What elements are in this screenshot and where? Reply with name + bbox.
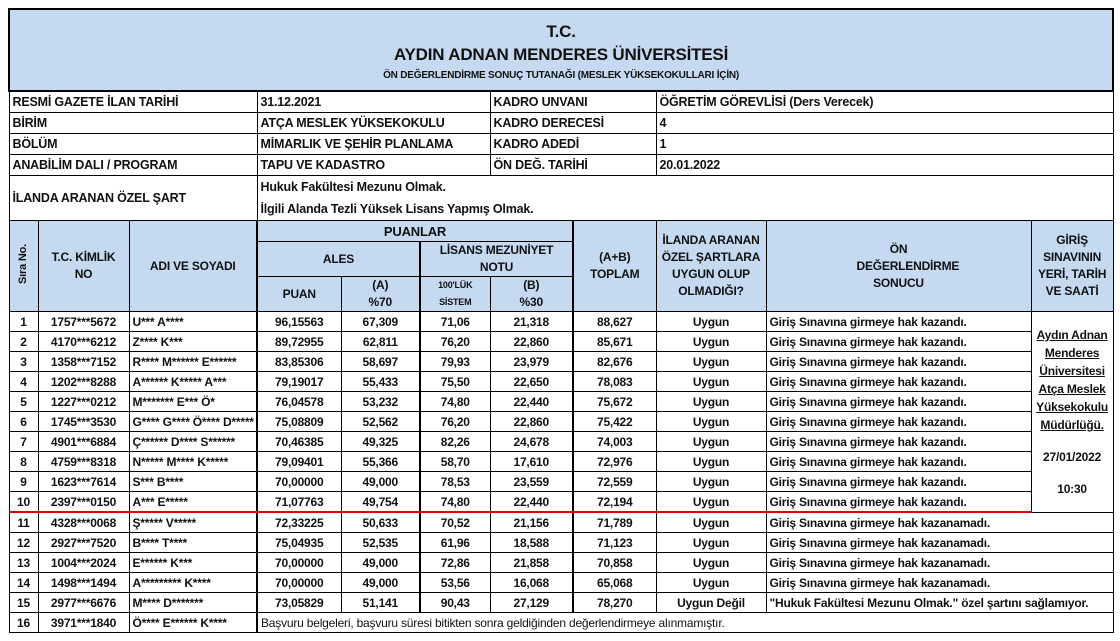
bolum-label: BÖLÜM — [9, 134, 257, 155]
col-b30: (B) %30 — [490, 277, 573, 312]
row-number: 11 — [9, 512, 38, 533]
exam-place-line: Müdürlüğü. — [1040, 417, 1104, 432]
sonuc: Giriş Sınavına girmeye hak kazandı. — [766, 472, 1031, 492]
ales-a70: 49,325 — [341, 432, 420, 452]
table-row — [9, 492, 1113, 513]
tc-kimlik-no: 4328***0068 — [38, 512, 129, 533]
uygunluk: Uygun — [656, 352, 766, 372]
lisans-puan: 70,52 — [420, 512, 490, 533]
toplam: 78,270 — [573, 593, 656, 613]
title-subtitle: ÖN DEĞERLENDİRME SONUÇ TUTANAĞI (MESLEK YÜKSEKOKULLARI İÇİN) — [383, 70, 740, 81]
sart-value — [257, 176, 1113, 221]
row-number: 14 — [9, 573, 38, 593]
sonuc: Giriş Sınavına girmeye hak kazandı. — [766, 312, 1031, 332]
adet-label: KADRO ADEDİ — [490, 134, 656, 155]
ales-puan: 79,09401 — [257, 452, 341, 472]
evaluation-table — [8, 8, 1114, 633]
tc-kimlik-no: 2397***0150 — [38, 492, 129, 513]
table-row — [9, 312, 1113, 332]
lisans-b30: 21,318 — [490, 312, 573, 332]
tc-kimlik-no: 2977***6676 — [38, 593, 129, 613]
full-name: N***** M**** K***** — [129, 452, 257, 472]
row-number: 3 — [9, 352, 38, 372]
tc-kimlik-no: 1202***8288 — [38, 372, 129, 392]
unvan-value: ÖĞRETİM GÖREVLİSİ (Ders Verecek) — [656, 91, 1113, 113]
col-puan: PUAN — [257, 277, 341, 312]
toplam: 72,194 — [573, 492, 656, 513]
toplam: 72,976 — [573, 452, 656, 472]
birim-value: ATÇA MESLEK YÜKSEKOKULU — [257, 113, 490, 134]
full-name: B**** T**** — [129, 533, 257, 553]
ales-a70: 62,811 — [341, 332, 420, 352]
tc-kimlik-no: 1745***3530 — [38, 412, 129, 432]
toplam: 88,627 — [573, 312, 656, 332]
full-name: S*** B**** — [129, 472, 257, 492]
tc-kimlik-no: 1227***0212 — [38, 392, 129, 412]
ales-puan: 70,46385 — [257, 432, 341, 452]
sart-1: Hukuk Fakültesi Mezunu Olmak. — [260, 180, 446, 194]
full-name: G**** G**** Ö**** D***** — [129, 412, 257, 432]
lisans-puan: 74,80 — [420, 392, 490, 412]
ales-a70: 53,232 — [341, 392, 420, 412]
uygunluk: Uygun — [656, 312, 766, 332]
toplam: 71,789 — [573, 512, 656, 533]
ales-puan: 70,00000 — [257, 472, 341, 492]
col-sira: Sıra No. — [9, 221, 38, 312]
lisans-puan: 71,06 — [420, 312, 490, 332]
col-lisans: LİSANS MEZUNİYET NOTU — [420, 242, 573, 277]
exam-place-line: Üniversitesi — [1039, 363, 1105, 378]
toplam: 78,083 — [573, 372, 656, 392]
full-name: U*** A**** — [129, 312, 257, 332]
full-name: A****** K***** A*** — [129, 372, 257, 392]
ales-puan: 89,72955 — [257, 332, 341, 352]
unvan-label: KADRO UNVANI — [490, 91, 656, 113]
uygunluk: Uygun — [656, 432, 766, 452]
uygunluk: Uygun — [656, 452, 766, 472]
lisans-b30: 18,588 — [490, 533, 573, 553]
tc-kimlik-no: 1498***1494 — [38, 573, 129, 593]
uygunluk: Uygun — [656, 512, 766, 533]
exam-place — [1035, 416, 1110, 434]
sonuc: "Hukuk Fakültesi Mezunu Olmak." özel şartını sağlamıyor. — [766, 593, 1113, 613]
lisans-puan: 74,80 — [420, 492, 490, 513]
exam-place — [1035, 326, 1110, 344]
ales-puan: 76,04578 — [257, 392, 341, 412]
row-number: 4 — [9, 372, 38, 392]
gazete-value: 31.12.2021 — [257, 91, 490, 113]
lisans-puan: 79,93 — [420, 352, 490, 372]
row-number: 13 — [9, 553, 38, 573]
table-row — [9, 412, 1113, 432]
sonuc: Giriş Sınavına girmeye hak kazandı. — [766, 492, 1031, 513]
toplam: 82,676 — [573, 352, 656, 372]
toplam: 75,672 — [573, 392, 656, 412]
ales-puan: 79,19017 — [257, 372, 341, 392]
sonuc: Giriş Sınavına girmeye hak kazanamadı. — [766, 573, 1113, 593]
lisans-b30: 27,129 — [490, 593, 573, 613]
lisans-b30: 22,440 — [490, 392, 573, 412]
col-ales: ALES — [257, 242, 420, 277]
row-note: Başvuru belgeleri, başvuru süresi bitikten sonra geldiğinden değerlendirmeye alınmamıştır. — [257, 613, 1113, 633]
sonuc: Giriş Sınavına girmeye hak kazanamadı. — [766, 533, 1113, 553]
ales-a70: 49,000 — [341, 472, 420, 492]
toplam: 70,858 — [573, 553, 656, 573]
ales-a70: 52,535 — [341, 533, 420, 553]
ales-puan: 70,00000 — [257, 553, 341, 573]
exam-place-line: Atça Meslek — [1038, 381, 1106, 396]
exam-place — [1035, 380, 1110, 398]
row-number: 8 — [9, 452, 38, 472]
full-name: A*** E***** — [129, 492, 257, 513]
exam-place-line: Menderes — [1044, 345, 1100, 360]
toplam: 65,068 — [573, 573, 656, 593]
exam-info — [1031, 312, 1113, 513]
tc-kimlik-no: 2927***7520 — [38, 533, 129, 553]
derece-value: 4 — [656, 113, 1113, 134]
exam-place — [1035, 344, 1110, 362]
lisans-b30: 22,860 — [490, 332, 573, 352]
uygunluk: Uygun — [656, 372, 766, 392]
row-number: 5 — [9, 392, 38, 412]
tc-kimlik-no: 4170***6212 — [38, 332, 129, 352]
uygunluk: Uygun Değil — [656, 593, 766, 613]
row-number: 16 — [9, 613, 38, 633]
table-row — [9, 372, 1113, 392]
table-row — [9, 452, 1113, 472]
col-uygun: İLANDA ARANAN ÖZEL ŞARTLARA UYGUN OLUP OLMADIĞI? — [656, 221, 766, 312]
row-number: 10 — [9, 492, 38, 513]
row-number: 7 — [9, 432, 38, 452]
title-tc: T.C. — [546, 22, 576, 41]
lisans-puan: 72,86 — [420, 553, 490, 573]
table-row — [9, 472, 1113, 492]
tc-kimlik-no: 1004***2024 — [38, 553, 129, 573]
ales-puan: 75,08809 — [257, 412, 341, 432]
exam-place — [1035, 398, 1110, 416]
bolum-value: MİMARLIK VE ŞEHİR PLANLAMA — [257, 134, 490, 155]
col-a70: (A) %70 — [341, 277, 420, 312]
sonuc: Giriş Sınavına girmeye hak kazandı. — [766, 372, 1031, 392]
col-sonuc: ÖN DEĞERLENDİRME SONUCU — [766, 221, 1031, 312]
lisans-puan: 61,96 — [420, 533, 490, 553]
sonuc: Giriş Sınavına girmeye hak kazandı. — [766, 352, 1031, 372]
lisans-b30: 21,858 — [490, 553, 573, 573]
toplam: 85,671 — [573, 332, 656, 352]
lisans-puan: 82,26 — [420, 432, 490, 452]
sonuc: Giriş Sınavına girmeye hak kazandı. — [766, 412, 1031, 432]
tc-kimlik-no: 3971***1840 — [38, 613, 129, 633]
tc-kimlik-no: 1757***5672 — [38, 312, 129, 332]
sonuc: Giriş Sınavına girmeye hak kazanamadı. — [766, 512, 1113, 533]
table-row — [9, 512, 1113, 533]
ales-a70: 49,000 — [341, 553, 420, 573]
toplam: 74,003 — [573, 432, 656, 452]
tc-kimlik-no: 1623***7614 — [38, 472, 129, 492]
full-name: R**** M****** E****** — [129, 352, 257, 372]
full-name: A********* K**** — [129, 573, 257, 593]
tc-kimlik-no: 1358***7152 — [38, 352, 129, 372]
ales-a70: 52,562 — [341, 412, 420, 432]
ales-puan: 72,33225 — [257, 512, 341, 533]
full-name: Z**** K*** — [129, 332, 257, 352]
table-row — [9, 593, 1113, 613]
ales-puan: 71,07763 — [257, 492, 341, 513]
adet-value: 1 — [656, 134, 1113, 155]
uygunluk: Uygun — [656, 392, 766, 412]
derece-label: KADRO DERECESİ — [490, 113, 656, 134]
ondeg-label: ÖN DEĞ. TARİHİ — [490, 155, 656, 176]
ales-a70: 49,000 — [341, 573, 420, 593]
lisans-puan: 58,70 — [420, 452, 490, 472]
toplam: 72,559 — [573, 472, 656, 492]
sonuc: Giriş Sınavına girmeye hak kazandı. — [766, 332, 1031, 352]
ales-a70: 58,697 — [341, 352, 420, 372]
table-row — [9, 613, 1113, 633]
lisans-b30: 23,559 — [490, 472, 573, 492]
ales-a70: 55,366 — [341, 452, 420, 472]
row-number: 9 — [9, 472, 38, 492]
uygunluk: Uygun — [656, 412, 766, 432]
tc-kimlik-no: 4901***6884 — [38, 432, 129, 452]
row-number: 2 — [9, 332, 38, 352]
tc-kimlik-no: 4759***8318 — [38, 452, 129, 472]
ales-a70: 67,309 — [341, 312, 420, 332]
sonuc: Giriş Sınavına girmeye hak kazandı. — [766, 392, 1031, 412]
table-row — [9, 573, 1113, 593]
uygunluk: Uygun — [656, 332, 766, 352]
uygunluk: Uygun — [656, 573, 766, 593]
ales-puan: 96,15563 — [257, 312, 341, 332]
row-number: 1 — [9, 312, 38, 332]
gazete-label: RESMİ GAZETE İLAN TARİHİ — [9, 91, 257, 113]
full-name: Ş***** V***** — [129, 512, 257, 533]
full-name: Ö**** E****** K**** — [129, 613, 257, 633]
ales-a70: 50,633 — [341, 512, 420, 533]
ales-a70: 55,433 — [341, 372, 420, 392]
table-row — [9, 392, 1113, 412]
sonuc: Giriş Sınavına girmeye hak kazanamadı. — [766, 553, 1113, 573]
ales-puan: 83,85306 — [257, 352, 341, 372]
col-giris: GİRİŞ SINAVININ YERİ, TARİH VE SAATİ — [1031, 221, 1113, 312]
toplam: 75,422 — [573, 412, 656, 432]
program-label: ANABİLİM DALI / PROGRAM — [9, 155, 257, 176]
document-title — [9, 9, 1113, 91]
uygunluk: Uygun — [656, 492, 766, 513]
col-tc: T.C. KİMLİK NO — [38, 221, 129, 312]
uygunluk: Uygun — [656, 533, 766, 553]
full-name: Ç****** D**** S****** — [129, 432, 257, 452]
exam-place — [1035, 362, 1110, 380]
ales-a70: 49,754 — [341, 492, 420, 513]
lisans-puan: 75,50 — [420, 372, 490, 392]
title-university: AYDIN ADNAN MENDERES ÜNİVERSİTESİ — [394, 45, 729, 64]
program-value: TAPU VE KADASTRO — [257, 155, 490, 176]
lisans-puan: 76,20 — [420, 332, 490, 352]
lisans-b30: 22,440 — [490, 492, 573, 513]
ales-puan: 73,05829 — [257, 593, 341, 613]
lisans-b30: 23,979 — [490, 352, 573, 372]
toplam: 71,123 — [573, 533, 656, 553]
table-row — [9, 432, 1113, 452]
lisans-b30: 21,156 — [490, 512, 573, 533]
table-row — [9, 533, 1113, 553]
uygunluk: Uygun — [656, 472, 766, 492]
row-number: 6 — [9, 412, 38, 432]
lisans-puan: 53,56 — [420, 573, 490, 593]
col-yuzluk: 100'LÜK SİSTEM — [420, 277, 490, 312]
ales-puan: 75,04935 — [257, 533, 341, 553]
lisans-b30: 22,860 — [490, 412, 573, 432]
col-toplam: (A+B) TOPLAM — [573, 221, 656, 312]
full-name: E****** K*** — [129, 553, 257, 573]
ales-a70: 51,141 — [341, 593, 420, 613]
lisans-puan: 76,20 — [420, 412, 490, 432]
full-name: M******* E*** Ö* — [129, 392, 257, 412]
table-row — [9, 352, 1113, 372]
sart-2: İlgili Alanda Tezli Yüksek Lisans Yapmış Olmak. — [260, 202, 534, 216]
exam-date: 27/01/2022 — [1043, 449, 1102, 464]
ales-puan: 70,00000 — [257, 573, 341, 593]
uygunluk: Uygun — [656, 553, 766, 573]
birim-label: BİRİM — [9, 113, 257, 134]
ondeg-value: 20.01.2022 — [656, 155, 1113, 176]
table-row — [9, 332, 1113, 352]
lisans-b30: 22,650 — [490, 372, 573, 392]
exam-place-line: Yüksekokulu — [1036, 399, 1108, 414]
col-ad: ADI VE SOYADI — [129, 221, 257, 312]
lisans-b30: 24,678 — [490, 432, 573, 452]
full-name: M**** D******* — [129, 593, 257, 613]
exam-place-line: Aydın Adnan — [1036, 327, 1108, 342]
sonuc: Giriş Sınavına girmeye hak kazandı. — [766, 452, 1031, 472]
lisans-puan: 90,43 — [420, 593, 490, 613]
lisans-b30: 17,610 — [490, 452, 573, 472]
row-number: 15 — [9, 593, 38, 613]
col-puanlar: PUANLAR — [257, 221, 573, 242]
row-number: 12 — [9, 533, 38, 553]
table-row — [9, 553, 1113, 573]
exam-time: 10:30 — [1057, 481, 1087, 496]
lisans-b30: 16,068 — [490, 573, 573, 593]
sonuc: Giriş Sınavına girmeye hak kazandı. — [766, 432, 1031, 452]
lisans-puan: 78,53 — [420, 472, 490, 492]
sart-label: İLANDA ARANAN ÖZEL ŞART — [9, 176, 257, 221]
